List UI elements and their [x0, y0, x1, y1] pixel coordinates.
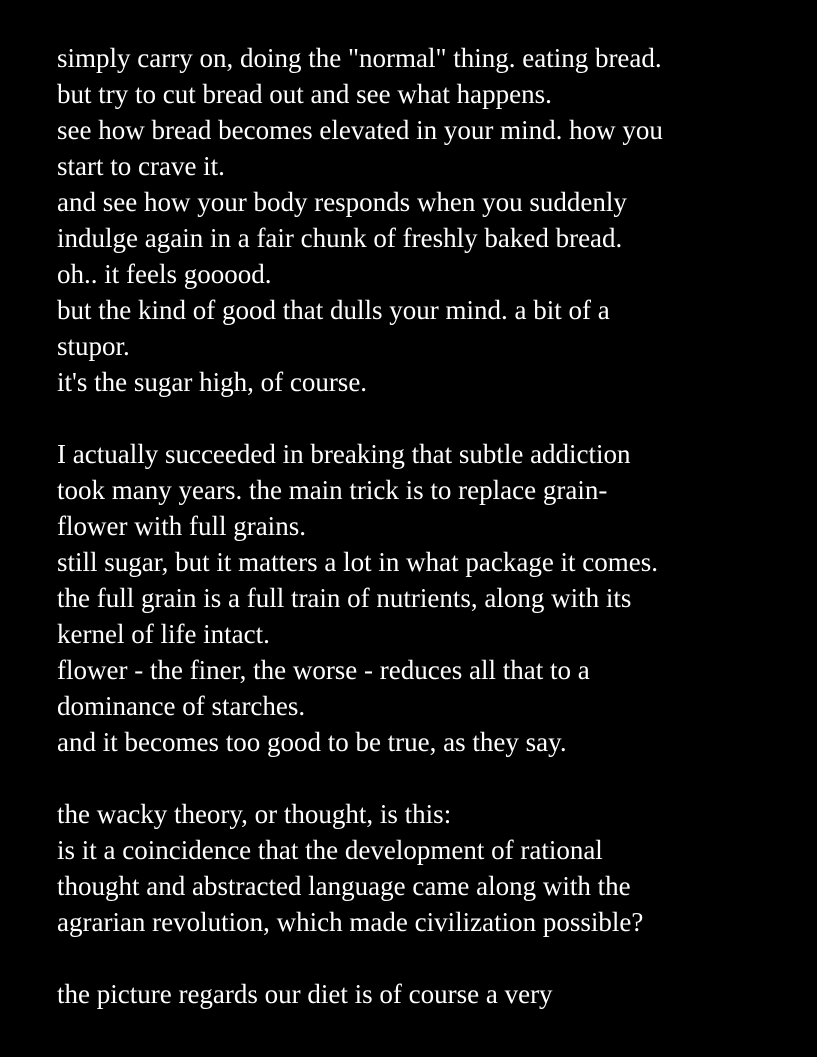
text-line: the picture regards our diet is of course a very — [57, 979, 553, 1009]
text-line: start to crave it. — [57, 151, 225, 181]
text-line: it's the sugar high, of course. — [57, 367, 368, 397]
text-line: agrarian revolution, which made civilization possible? — [57, 907, 644, 937]
text-line: indulge again in a fair chunk of freshly baked bread. — [57, 223, 623, 253]
text-line: dominance of starches. — [57, 691, 306, 721]
text-line: still sugar, but it matters a lot in what package it comes. — [57, 547, 659, 577]
paragraph — [57, 976, 797, 1012]
paragraph — [57, 436, 797, 760]
text-line: and it becomes too good to be true, as they say. — [57, 727, 567, 757]
text-line: kernel of life intact. — [57, 619, 270, 649]
text-line: but the kind of good that dulls your mind. a bit of a — [57, 295, 610, 325]
text-line: oh.. it feels gooood. — [57, 259, 272, 289]
text-line: took many years. the main trick is to replace grain- — [57, 475, 608, 505]
text-line: but try to cut bread out and see what happens. — [57, 79, 552, 109]
text-line: the wacky theory, or thought, is this: — [57, 799, 452, 829]
text-line: flower - the finer, the worse - reduces all that to a — [57, 655, 590, 685]
text-body — [57, 40, 797, 1012]
text-line: see how bread becomes elevated in your mind. how you — [57, 115, 663, 145]
paragraph-gap — [57, 940, 797, 976]
text-line: thought and abstracted language came along with the — [57, 871, 631, 901]
text-line: and see how your body responds when you suddenly — [57, 187, 627, 217]
text-line: flower with full grains. — [57, 511, 306, 541]
text-line: I actually succeeded in breaking that subtle addiction — [57, 439, 631, 469]
paragraph-gap — [57, 400, 797, 436]
paragraph — [57, 40, 797, 400]
paragraph — [57, 796, 797, 940]
text-line: simply carry on, doing the "normal" thing. eating bread. — [57, 43, 662, 73]
text-line: is it a coincidence that the development of rational — [57, 835, 603, 865]
text-line: the full grain is a full train of nutrients, along with its — [57, 583, 632, 613]
text-line: stupor. — [57, 331, 130, 361]
paragraph-gap — [57, 760, 797, 796]
